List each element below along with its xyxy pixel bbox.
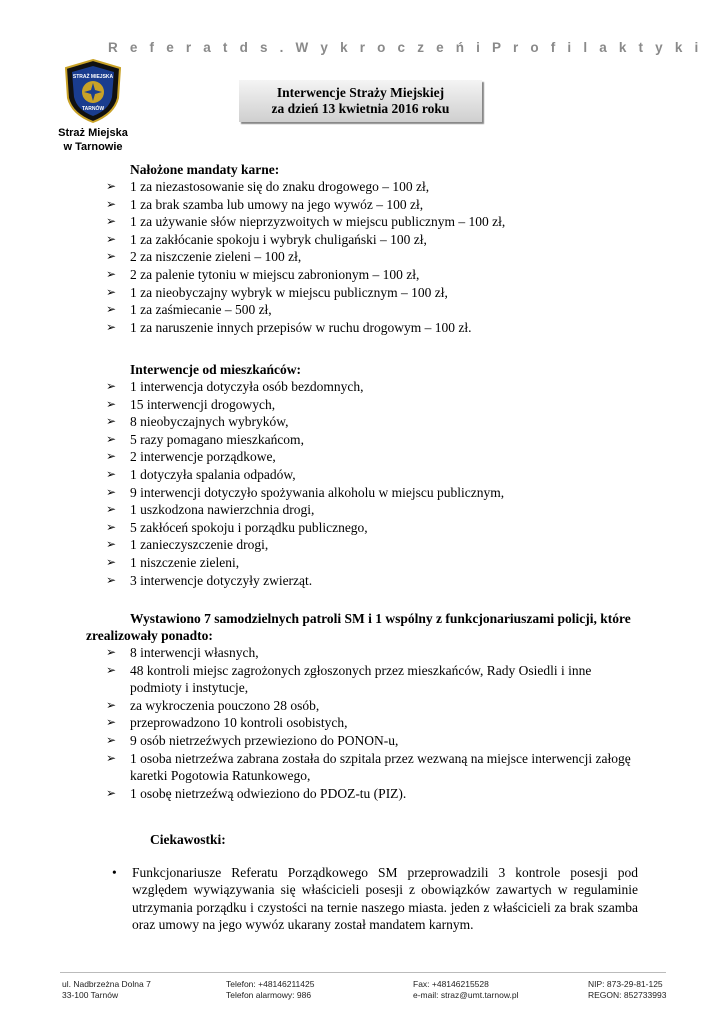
arrow-bullet-icon: ➢: [106, 697, 117, 712]
arrow-bullet-icon: ➢: [106, 466, 117, 481]
arrow-bullet-icon: ➢: [106, 732, 117, 747]
emblem-text: STRAŻ MIEJSKA: [72, 74, 114, 80]
footer-contact: [413, 979, 518, 1001]
list-item: ➢ 8 nieobyczajnych wybryków,: [106, 414, 289, 430]
footer-address: [62, 979, 151, 1001]
list-item: ➢ 1 dotyczyła spalania odpadów,: [106, 466, 296, 482]
footer-address-line2: 33-100 Tarnów: [62, 990, 119, 1000]
list-item: ➢ 9 osób nietrzeźwych przewieziono do PONON-u,: [106, 732, 399, 748]
arrow-bullet-icon: ➢: [106, 484, 117, 499]
arrow-bullet-icon: ➢: [106, 750, 117, 765]
arrow-bullet-icon: ➢: [106, 319, 117, 334]
list-item: ➢ 1 za brak szamba lub umowy na jego wywóz – 100 zł,: [106, 196, 424, 212]
arrow-bullet-icon: ➢: [106, 302, 117, 317]
arrow-bullet-icon: ➢: [106, 196, 117, 211]
report-title-box: [239, 80, 482, 122]
footer-email[interactable]: e-mail: straz@umt.tarnow.pl: [413, 990, 519, 1000]
arrow-bullet-icon: ➢: [106, 519, 117, 534]
list-item: ➢ za wykroczenia pouczono 28 osób,: [106, 697, 320, 713]
residents-heading: Interwencje od mieszkańców:: [130, 362, 301, 377]
patrols-list: [106, 644, 646, 802]
arrow-bullet-icon: ➢: [106, 214, 117, 229]
list-item: ➢ 1 za naruszenie innych przepisów w ruchu drogowym – 100 zł.: [106, 319, 472, 335]
arrow-bullet-icon: ➢: [106, 284, 117, 299]
list-item: ➢ 1 osoba nietrzeźwa zabrana została do szpitala przez wezwaną na miejsce interwencji załogę karetki Pogotowia Ratunkowego,: [106, 750, 631, 784]
list-item: ➢ 2 interwencje porządkowe,: [106, 449, 276, 465]
arrow-bullet-icon: ➢: [106, 502, 117, 517]
arrow-bullet-icon: ➢: [106, 179, 117, 193]
list-item: ➢ 2 za palenie tytoniu w miejscu zabronionym – 100 zł,: [106, 266, 420, 282]
arrow-bullet-icon: ➢: [106, 449, 117, 464]
report-title-line2: za dzień 13 kwietnia 2016 roku: [271, 101, 450, 116]
arrow-bullet-icon: ➢: [106, 554, 117, 569]
arrow-bullet-icon: ➢: [106, 249, 117, 264]
list-item: ➢ 3 interwencje dotyczyły zwierząt.: [106, 572, 313, 588]
arrow-bullet-icon: ➢: [106, 645, 117, 659]
fines-heading: Nałożone mandaty karne:: [130, 162, 280, 177]
list-item: ➢ 1 zanieczyszczenie drogi,: [106, 537, 269, 553]
footer-phones: [226, 979, 314, 1001]
logo-caption-line1: Straż Miejska: [58, 127, 128, 139]
footer-registry: [588, 979, 666, 1001]
trivia-paragraph: [112, 864, 638, 934]
arrow-bullet-icon: ➢: [106, 396, 117, 411]
bullet-dot-icon: •: [112, 865, 117, 880]
city-guard-emblem: [62, 58, 124, 124]
arrow-bullet-icon: ➢: [106, 662, 117, 677]
list-item: ➢ 1 za nieobyczajny wybryk w miejscu publicznym – 100 zł,: [106, 284, 448, 300]
fines-list: [106, 178, 646, 336]
list-item: ➢ 1 za niezastosowanie się do znaku drogowego – 100 zł,: [106, 179, 430, 194]
footer-address-line1: ul. Nadbrzeżna Dolna 7: [62, 979, 151, 989]
arrow-bullet-icon: ➢: [106, 537, 117, 552]
list-item: ➢ 5 zakłóceń spokoju i porządku publicznego,: [106, 519, 368, 535]
arrow-bullet-icon: ➢: [106, 715, 117, 730]
list-item: ➢ 48 kontroli miejsc zagrożonych zgłoszonych przez mieszkańców, Rady Osiedli i inne podmioty i instytucje,: [106, 662, 592, 696]
arrow-bullet-icon: ➢: [106, 572, 117, 587]
list-item: ➢ przeprowadzono 10 kontroli osobistych,: [106, 715, 348, 731]
arrow-bullet-icon: ➢: [106, 431, 117, 446]
logo-caption-line2: w Tarnowie: [63, 141, 123, 153]
arrow-bullet-icon: ➢: [106, 414, 117, 429]
arrow-bullet-icon: ➢: [106, 785, 117, 800]
trivia-heading: Ciekawostki:: [150, 832, 226, 847]
report-title-line1: Interwencje Straży Miejskiej: [276, 85, 445, 100]
residents-list: [106, 378, 646, 589]
list-item: ➢ 2 za niszczenie zieleni – 100 zł,: [106, 249, 302, 265]
list-item: ➢ 9 interwencji dotyczyło spożywania alkoholu w miejscu publicznym,: [106, 484, 505, 500]
list-item: ➢ 1 osobę nietrzeźwą odwieziono do PDOZ-tu (PIZ).: [106, 785, 407, 801]
footer-regon: REGON: 852733993: [588, 990, 667, 1000]
footer-fax: Fax: +48146215528: [413, 979, 489, 989]
list-item: ➢ 1 za zakłócanie spokoju i wybryk chuligański – 100 zł,: [106, 231, 427, 247]
patrols-heading: Wystawiono 7 samodzielnych patroli SM i 1 wspólny z funkcjonariuszami policji, które zrealizowały ponadto:: [86, 611, 631, 643]
svg-text:TARNÓW: TARNÓW: [81, 106, 105, 112]
footer-divider: [60, 972, 666, 973]
list-item: ➢ 1 interwencja dotyczyła osób bezdomnych,: [106, 379, 364, 394]
logo-caption: [40, 126, 146, 154]
department-header: R e f e r a t d s . W y k r o c z e ń i P r o f i l a k t y k i: [108, 40, 703, 55]
list-item: ➢ 1 niszczenie zieleni,: [106, 554, 240, 570]
footer-alarm-phone: Telefon alarmowy: 986: [226, 990, 312, 1000]
list-item: ➢ 1 za używanie słów nieprzyzwoitych w miejscu publicznym – 100 zł,: [106, 214, 506, 230]
trivia-text: Funkcjonariusze Referatu Porządkowego SM przeprowadzili 3 kontrole posesji pod względem wywiązywania się właścicieli posesji z obowiązków zawartych w regulaminie utrzymania porządku i czystości na ternie naszego miasta. jeden z właścicieli za brak szamba oraz umowy na jego wywóz ukarany został mandatem karnym.: [132, 865, 638, 933]
list-item: ➢ 8 interwencji własnych,: [106, 645, 259, 660]
list-item: ➢ 1 uszkodzona nawierzchnia drogi,: [106, 502, 315, 518]
footer-phone: Telefon: +48146211425: [226, 979, 315, 989]
footer-nip: NIP: 873-29-81-125: [588, 979, 663, 989]
list-item: ➢ 5 razy pomagano mieszkańcom,: [106, 431, 304, 447]
arrow-bullet-icon: ➢: [106, 231, 117, 246]
list-item: ➢ 1 za zaśmiecanie – 500 zł,: [106, 302, 272, 318]
list-item: ➢ 15 interwencji drogowych,: [106, 396, 276, 412]
arrow-bullet-icon: ➢: [106, 379, 117, 393]
arrow-bullet-icon: ➢: [106, 266, 117, 281]
